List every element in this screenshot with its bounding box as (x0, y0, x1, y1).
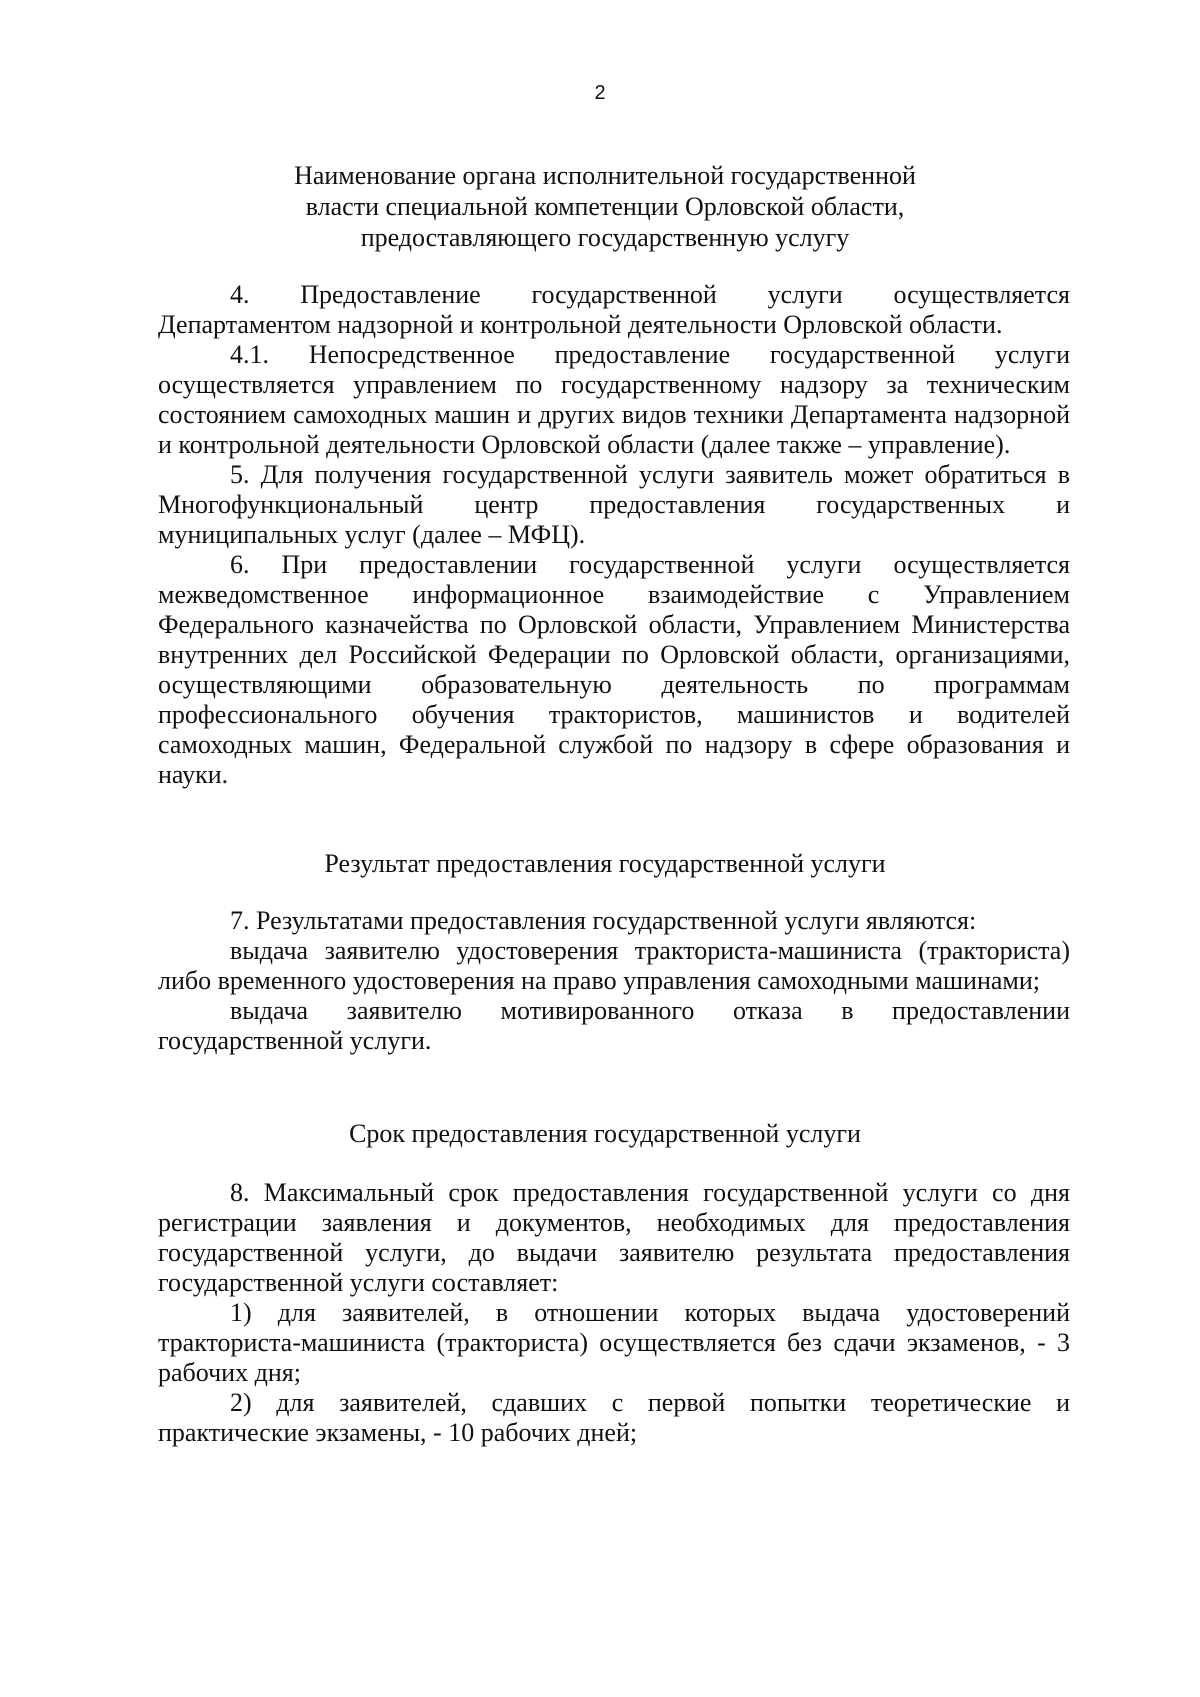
section-heading-authority (150, 160, 1060, 253)
paragraph-8-item-1: 1) для заявителей, в отношении которых выдача удостоверений тракториста-машиниста (тракториста) осуществляется без сдачи экзаменов, - 3 рабочих дня; (158, 1298, 1070, 1387)
heading-line: Наименование органа исполнительной государственной (294, 161, 916, 190)
page-number: 2 (594, 82, 606, 104)
paragraph-7-item-b: выдача заявителю мотивированного отказа в предоставлении государственной услуги. (158, 996, 1070, 1055)
paragraph-6: 6. При предоставлении государственной услуги осуществляется межведомственное информационное взаимодействие с Управлением Федерального казначейства по Орловской области, Управлением Министерства внутренних дел Российской Федерации по Орловской области, организациями, осуществляющими образовательную деятельность по программам профессионального обучения трактористов, машинистов и водителей самоходных машин, Федеральной службой по надзору в сфере образования и науки. (158, 550, 1070, 789)
paragraph-5: 5. Для получения государственной услуги заявитель может обратиться в Многофункциональный центр предоставления государственных и муниципальных услуг (далее – МФЦ). (158, 460, 1070, 549)
paragraph-8: 8. Максимальный срок предоставления государственной услуги со дня регистрации заявления и документов, необходимых для предоставления государственной услуги, до выдачи заявителю результата предоставления государственной услуги составляет: (158, 1178, 1070, 1297)
paragraph-4-1: 4.1. Непосредственное предоставление государственной услуги осуществляется управлением по государственному надзору за техническим состоянием самоходных машин и других видов техники Департамента надзорной и контрольной деятельности Орловской области (далее также – управление). (158, 340, 1070, 459)
paragraph-4: 4. Предоставление государственной услуги осуществляется Департаментом надзорной и контрольной деятельности Орловской области. (158, 280, 1070, 339)
heading-line: власти специальной компетенции Орловской области, (305, 192, 905, 221)
paragraph-8-item-2: 2) для заявителей, сдавших с первой попытки теоретические и практические экзамены, - 10 рабочих дней; (158, 1388, 1070, 1447)
section-authority-body (158, 280, 1070, 790)
paragraph-7-item-a: выдача заявителю удостоверения тракториста-машиниста (тракториста) либо временного удостоверения на право управления самоходными машинами; (158, 936, 1070, 995)
section-result-body (158, 906, 1070, 1056)
heading-line: предоставляющего государственную услугу (360, 223, 850, 252)
section-term-body (158, 1178, 1070, 1448)
section-heading-result: Результат предоставления государственной услуги (324, 849, 886, 878)
paragraph-7: 7. Результатами предоставления государственной услуги являются: (230, 906, 977, 935)
section-heading-term: Срок предоставления государственной услуги (349, 1119, 861, 1148)
